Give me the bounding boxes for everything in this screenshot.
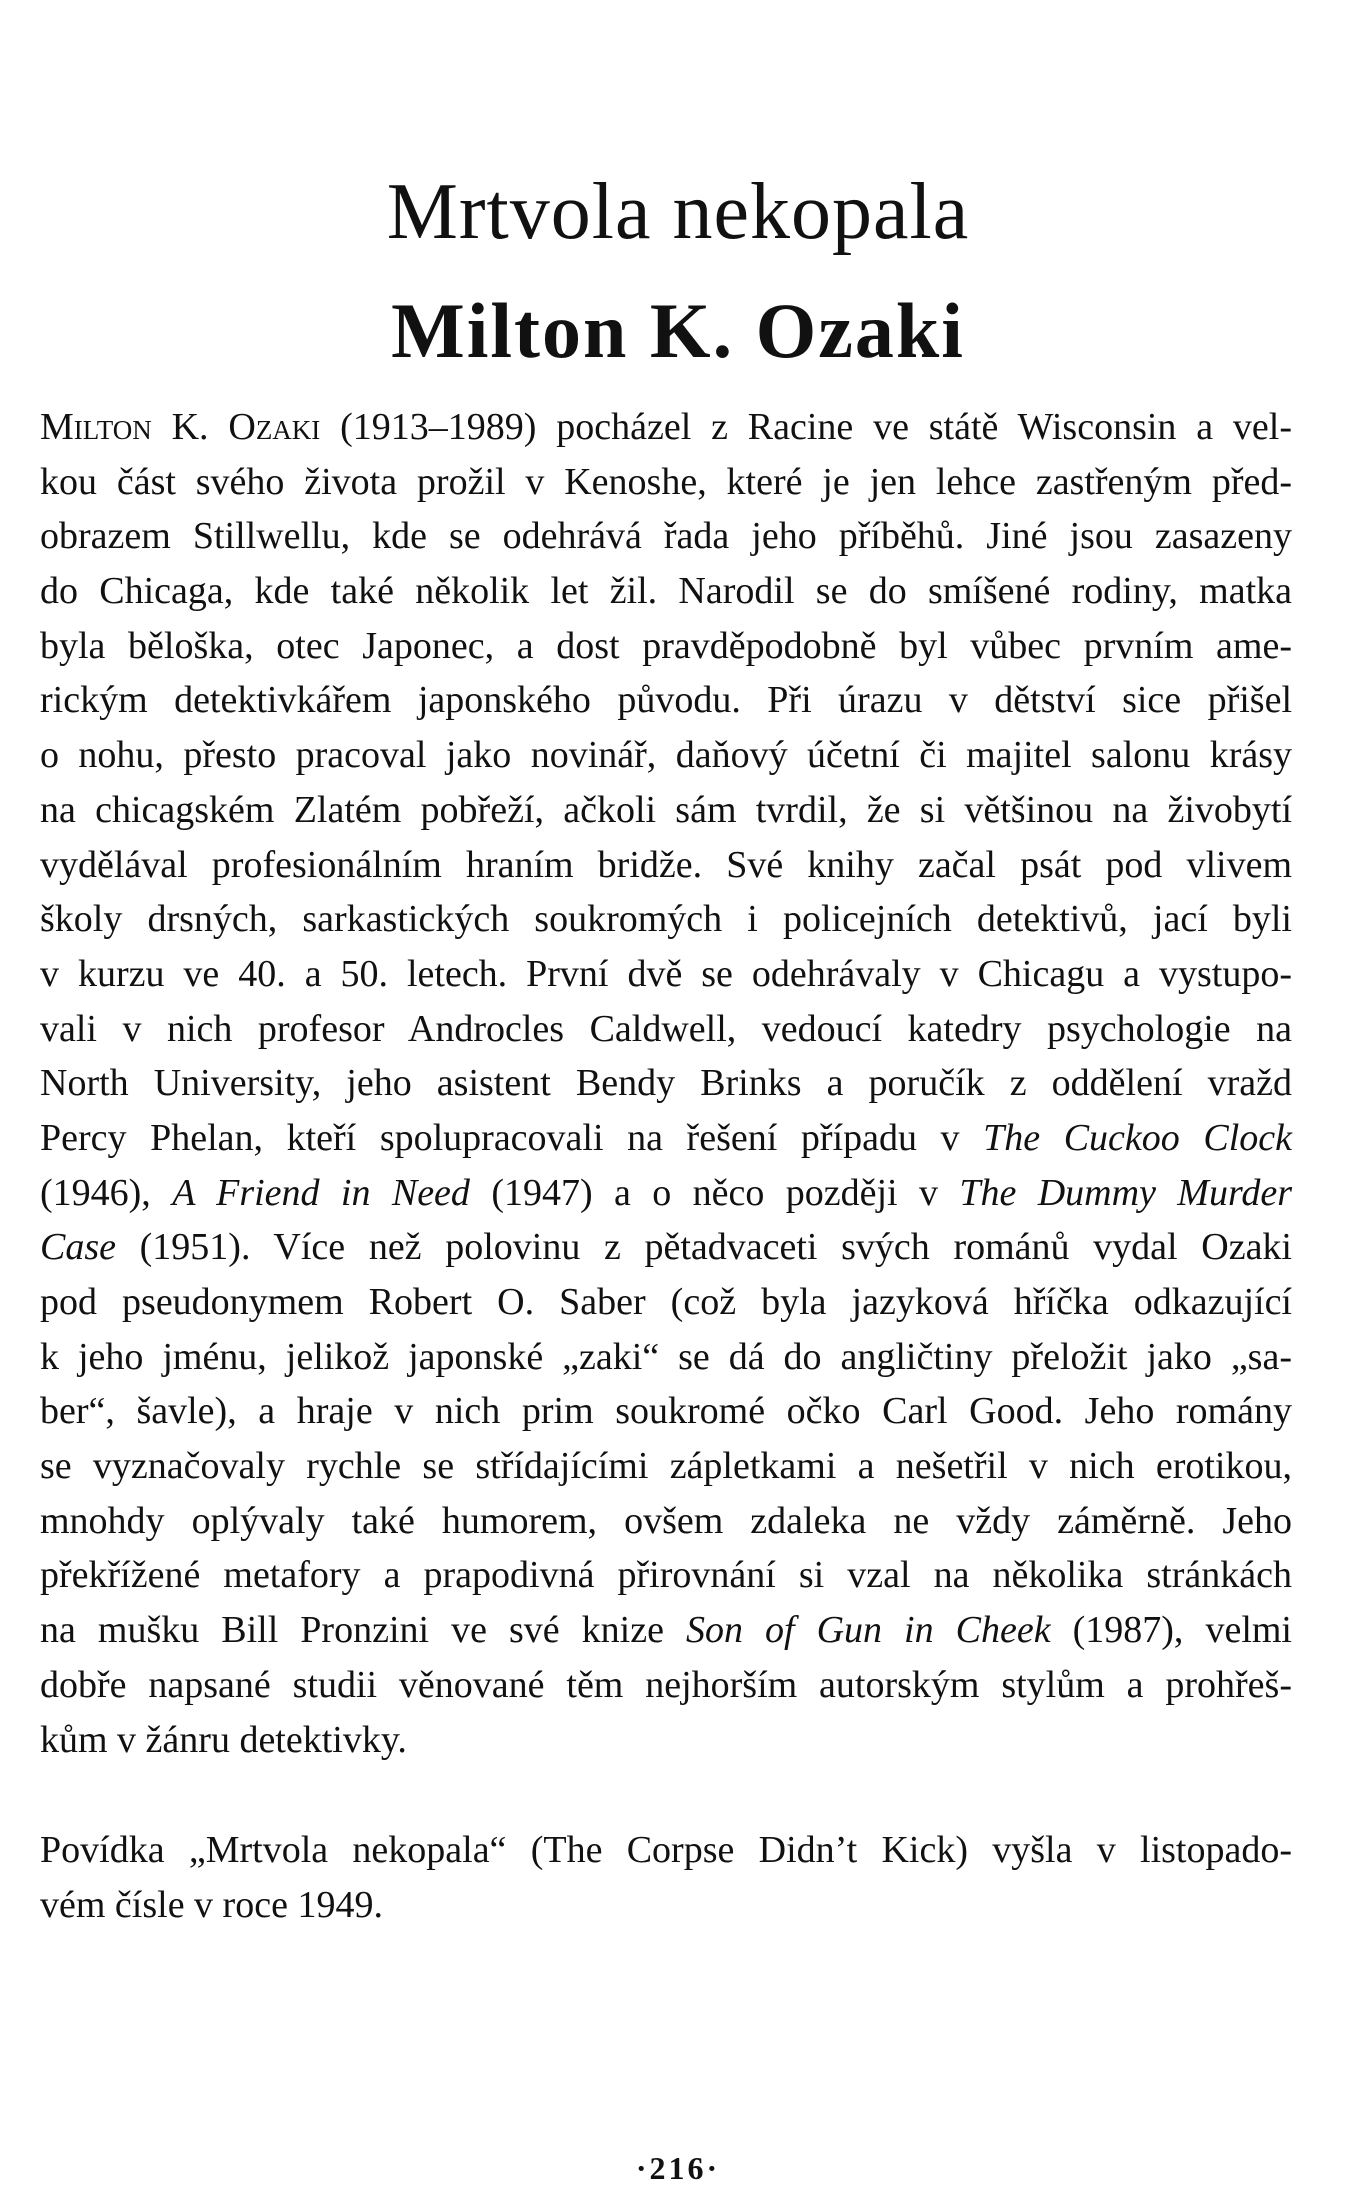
text-line — [40, 455, 1292, 510]
text-segment: se vyznačovaly rychle se střídajícími zápletkami a nešetřil v nich erotikou, — [40, 1445, 1292, 1488]
text-segment: vydělával profesionálním hraním bridže. Své knihy začal psát pod vlivem — [40, 843, 1292, 886]
text-segment: na mušku Bill Pronzini ve své knize — [40, 1609, 686, 1652]
publication-note-paragraph — [40, 1823, 1292, 1932]
text-line — [40, 783, 1292, 838]
text-segment: v kurzu ve 40. a 50. letech. První dvě se odehrávaly v Chicagu a vystupo- — [40, 952, 1292, 995]
text-segment: vém čísle v roce 1949. — [40, 1883, 383, 1926]
author-biography-paragraph — [40, 400, 1292, 1767]
text-line — [40, 1384, 1292, 1439]
text-line — [40, 1056, 1292, 1111]
book-title-text: Case — [40, 1226, 116, 1269]
text-segment: kům v žánru detektivky. — [40, 1718, 407, 1761]
text-line — [40, 400, 1292, 455]
text-segment: kou část svého života prožil v Kenoshe, které je jen lehce zastřeným před- — [40, 460, 1292, 503]
text-segment: mnohdy oplývaly také humorem, ovšem zdaleka ne vždy záměrně. Jeho — [40, 1499, 1292, 1542]
book-title-text: The Dummy Murder — [959, 1171, 1292, 1214]
text-line — [40, 1548, 1292, 1603]
text-segment: rickým detektivkářem japonského původu. Při úrazu v dětství sice přišel — [40, 679, 1292, 722]
book-title-text: The Cuckoo Clock — [983, 1116, 1292, 1159]
text-segment: Povídka „Mrtvola nekopala“ (The Corpse Didn’t Kick) vyšla v listopado- — [40, 1829, 1292, 1871]
text-line — [40, 619, 1292, 674]
text-segment: na chicagském Zlatém pobřeží, ačkoli sám tvrdil, že si většinou na živobytí — [40, 788, 1292, 831]
text-line — [40, 728, 1292, 783]
text-segment: Percy Phelan, kteří spolupracovali na řešení případu v — [40, 1116, 984, 1159]
book-title-text: A Friend in Need — [172, 1171, 470, 1214]
book-title-text: Son of Gun in Cheek — [685, 1609, 1051, 1652]
text-line — [40, 509, 1292, 564]
text-line — [40, 1878, 1292, 1933]
text-line — [40, 564, 1292, 619]
text-line — [40, 1220, 1292, 1275]
text-segment: do Chicaga, kde také několik let žil. Narodil se do smíšené rodiny, matka — [40, 570, 1292, 613]
text-segment: o nohu, přesto pracoval jako novinář, daňový účetní či majitel salonu krásy — [40, 734, 1292, 777]
author-name: Milton K. Ozaki — [391, 286, 965, 374]
text-segment: (1947) a o něco později v — [469, 1171, 960, 1214]
page-number: ·216· — [635, 2150, 721, 2186]
text-segment: k jeho jménu, jelikož japonské „zaki“ se dá do angličtiny přeložit jako „sa- — [40, 1335, 1292, 1378]
text-segment: (1987), velmi — [1050, 1609, 1292, 1652]
text-line — [40, 673, 1292, 728]
text-segment: byla běloška, otec Japonec, a dost pravděpodobně byl vůbec prvním ame- — [40, 624, 1292, 667]
text-line — [40, 947, 1292, 1002]
text-line — [40, 1166, 1292, 1221]
text-segment: překřížené metafory a prapodivná přirovnání si vzal na několika stránkách — [40, 1554, 1292, 1597]
text-line — [40, 1439, 1292, 1494]
text-segment: dobře napsané studii věnované těm nejhorším autorským stylům a prohřeš- — [40, 1663, 1292, 1706]
text-line — [40, 838, 1292, 893]
text-segment: K. — [151, 406, 229, 448]
text-segment: pod pseudonymem Robert O. Saber (což byla jazyková hříčka odkazující — [40, 1281, 1292, 1323]
text-line — [40, 1111, 1292, 1166]
text-line — [40, 1275, 1292, 1330]
story-title: Mrtvola nekopala — [386, 167, 970, 256]
text-segment: (1913–1989) pocházel z Racine ve státě Wisconsin a vel- — [320, 406, 1292, 448]
text-line — [40, 1603, 1292, 1658]
text-segment: ber“, šavle), a hraje v nich prim soukromé očko Carl Good. Jeho romány — [40, 1390, 1292, 1433]
text-segment: vali v nich profesor Androcles Caldwell, vedoucí katedry psychologie na — [40, 1007, 1292, 1050]
text-line — [40, 892, 1292, 947]
text-line — [40, 1330, 1292, 1385]
text-segment: Milton — [40, 406, 152, 448]
text-line — [40, 1494, 1292, 1549]
text-line — [40, 1002, 1292, 1057]
text-segment: North University, jeho asistent Bendy Brinks a poručík z oddělení vražd — [40, 1062, 1292, 1105]
text-line — [40, 1713, 1292, 1768]
text-segment: (1951). Více než polovinu z pětadvaceti svých románů vydal Ozaki — [116, 1226, 1292, 1269]
text-segment: (1946), — [40, 1171, 173, 1214]
text-segment: školy drsných, sarkastických soukromých i policejních detektivů, jací byli — [40, 898, 1292, 941]
text-segment: Ozaki — [228, 406, 321, 448]
text-line — [40, 1658, 1292, 1713]
text-segment: obrazem Stillwellu, kde se odehrává řada jeho příběhů. Jiné jsou zasazeny — [40, 515, 1292, 558]
text-line — [40, 1823, 1292, 1878]
